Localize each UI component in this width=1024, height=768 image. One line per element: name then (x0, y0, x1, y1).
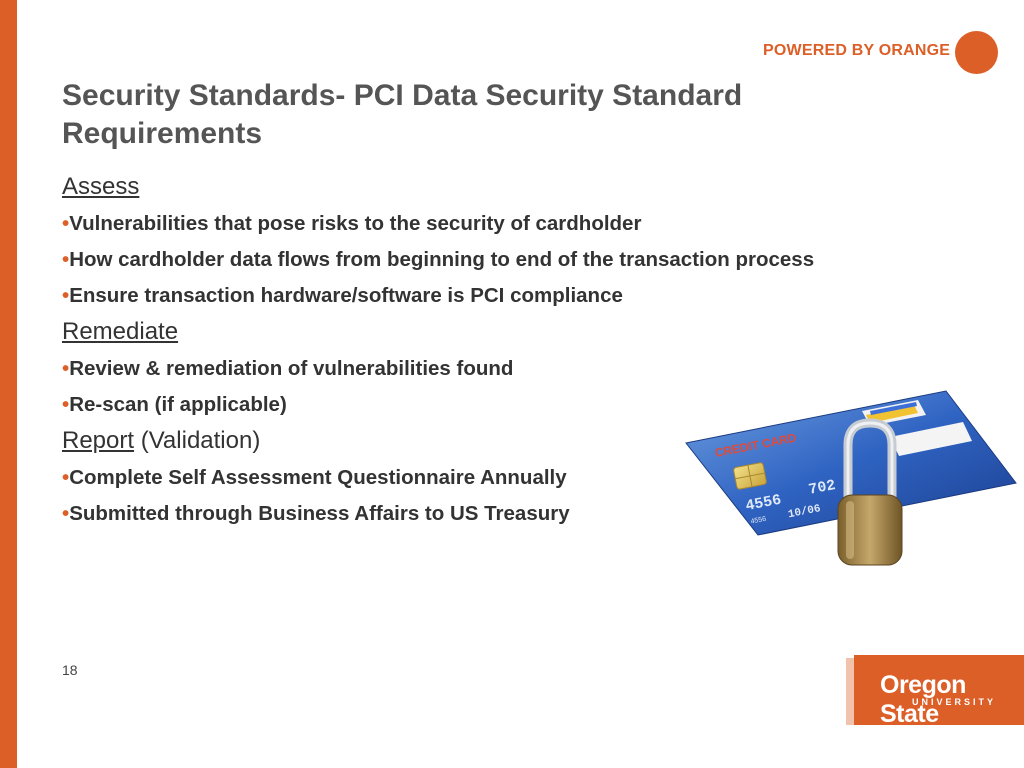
bullet-text: Complete Self Assessment Questionnaire Annually (69, 466, 567, 489)
bullet-text: Review & remediation of vulnerabilities found (69, 357, 514, 380)
page-number: 18 (62, 662, 78, 678)
bullet-text: Ensure transaction hardware/software is PCI compliance (69, 284, 623, 307)
bullet-text: Submitted through Business Affairs to US Treasury (69, 502, 570, 525)
card-small-number: 4556 (750, 515, 767, 526)
bullet-text: How cardholder data flows from beginning to end of the transaction process (69, 248, 815, 271)
assess-heading-text: Assess (62, 173, 140, 200)
bullet-item (62, 281, 962, 310)
bullet-text: Vulnerabilities that pose risks to the security of cardholder (69, 212, 642, 235)
card-number-part1: 4556 (744, 491, 783, 516)
oregon-state-logo (854, 655, 1024, 728)
credit-card-padlock-image (680, 385, 1020, 580)
bullet-item (62, 245, 912, 274)
remediate-heading-text: Remediate (62, 318, 179, 345)
slide-title-line-1: Security Standards- PCI Data Security Standard (62, 79, 743, 112)
powered-by-orange-label: POWERED BY ORANGE (763, 42, 951, 59)
bullet-text: Re-scan (if applicable) (69, 393, 287, 416)
bullet-dot: • (62, 212, 70, 235)
logo-main-text: Oregon State (880, 671, 966, 728)
credit-card-padlock-icon (680, 385, 1020, 575)
card-label: CREDIT CARD (713, 430, 798, 461)
logo-sub-text: UNIVERSITY (912, 697, 997, 707)
report-heading-suffix: (Validation) (134, 427, 261, 454)
card-expiry: 10/06 (787, 503, 822, 522)
slide-title (62, 77, 942, 153)
bullet-dot: • (62, 466, 70, 489)
bullet-dot: • (62, 502, 70, 525)
bullet-item (62, 354, 962, 383)
card-number-part2: 702 (807, 476, 837, 499)
orange-circle-icon (955, 31, 998, 74)
bullet-dot: • (62, 393, 70, 416)
section-heading-assess (62, 172, 962, 202)
bullet-dot: • (62, 248, 70, 271)
left-accent-bar (0, 0, 17, 768)
bullet-dot: • (62, 284, 70, 307)
slide-title-line-2: Requirements (62, 117, 263, 150)
report-heading-text: Report (62, 427, 135, 454)
bullet-item (62, 209, 902, 238)
section-heading-remediate (62, 317, 962, 347)
bullet-dot: • (62, 357, 70, 380)
